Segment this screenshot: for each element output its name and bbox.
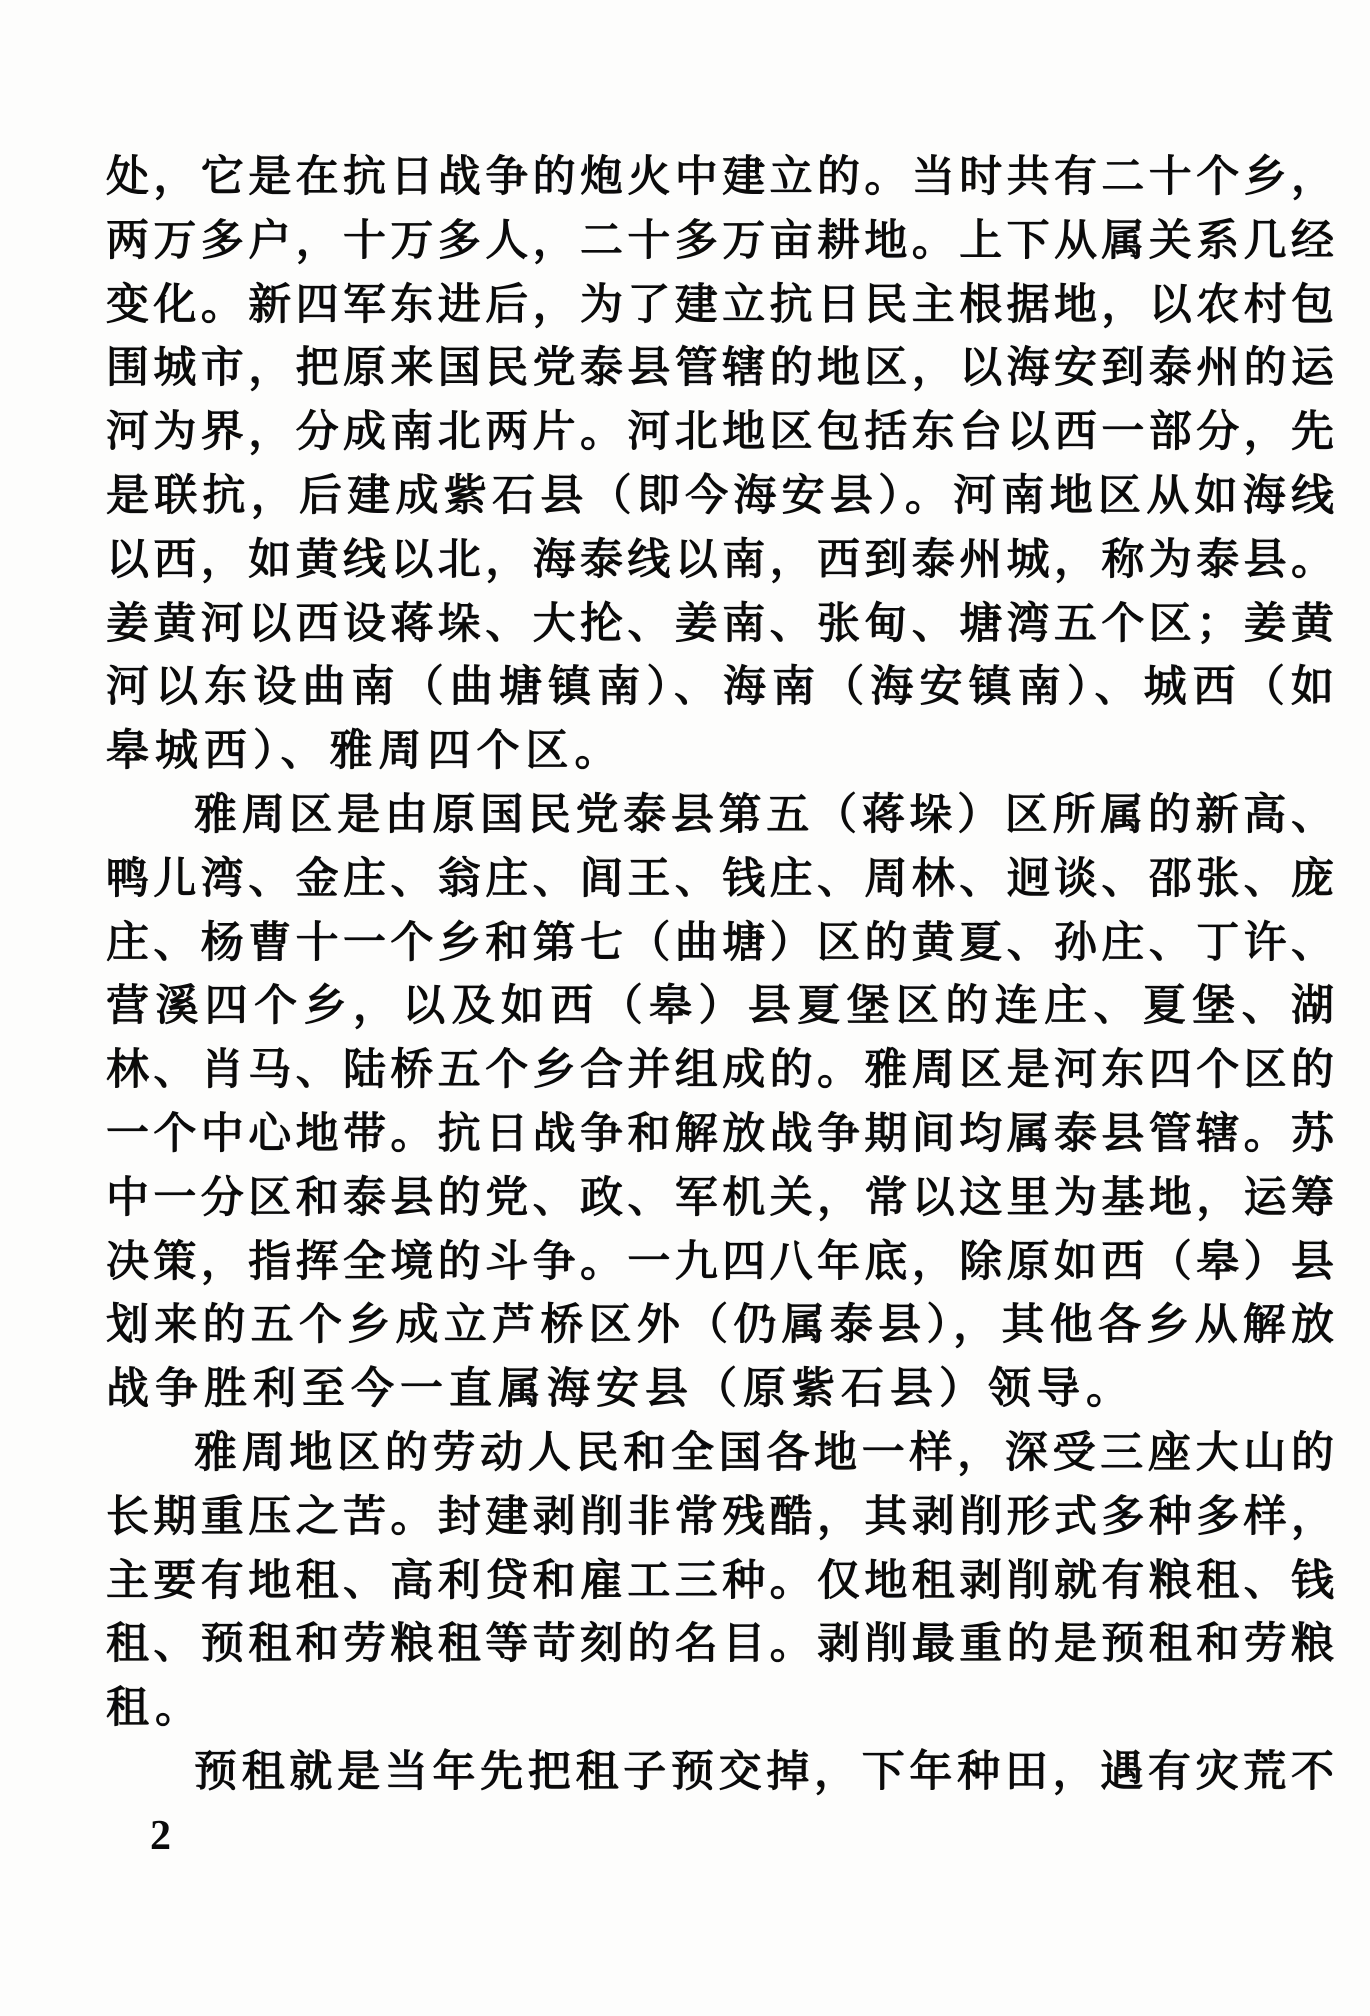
- text-line-6: 是联抗，后建成紫石县（即今海安县）。河南地区从如海线: [106, 472, 1334, 520]
- text-line-17: 中一分区和泰县的党、政、军机关，常以这里为基地，运筹: [106, 1174, 1334, 1222]
- text-line-7: 以西，如黄线以北，海泰线以南，西到泰州城，称为泰县。: [106, 536, 1334, 584]
- text-line-26: 预租就是当年先把租子预交掉，下年种田，遇有灾荒不: [194, 1748, 1334, 1796]
- text-line-4: 围城市，把原来国民党泰县管辖的地区，以海安到泰州的运: [106, 345, 1334, 393]
- text-line-13: 庄、杨曹十一个乡和第七（曲塘）区的黄夏、孙庄、丁许、: [106, 919, 1334, 967]
- body-text-block: [106, 146, 1334, 1805]
- text-line-2: 两万多户，十万多人，二十多万亩耕地。上下从属关系几经: [106, 217, 1334, 265]
- text-line-10: 皋城西）、雅周四个区。: [106, 728, 624, 776]
- text-line-24: 租、预租和劳粮租等苛刻的名目。剥削最重的是预租和劳粮: [106, 1621, 1334, 1669]
- text-line-16: 一个中心地带。抗日战争和解放战争期间均属泰县管辖。苏: [106, 1110, 1334, 1158]
- text-line-25: 租。: [106, 1685, 204, 1733]
- text-line-8: 姜黄河以西设蒋垛、大抡、姜南、张甸、塘湾五个区；姜黄: [106, 600, 1334, 648]
- text-line-22: 长期重压之苦。封建剥削非常残酷，其剥削形式多种多样，: [106, 1493, 1334, 1541]
- text-line-1: 处，它是在抗日战争的炮火中建立的。当时共有二十个乡，: [106, 154, 1334, 201]
- page-number: 2: [150, 1813, 171, 1859]
- text-line-11: 雅周区是由原国民党泰县第五（蒋垛）区所属的新高、: [194, 791, 1334, 839]
- text-line-20: 战争胜利至今一直属海安县（原紫石县）领导。: [106, 1366, 1135, 1414]
- text-line-5: 河为界，分成南北两片。河北地区包括东台以西一部分，先: [106, 409, 1334, 457]
- text-line-18: 决策，指挥全境的斗争。一九四八年底，除原如西（皋）县: [106, 1238, 1334, 1286]
- text-line-9: 河以东设曲南（曲塘镇南）、海南（海安镇南）、城西（如: [106, 664, 1334, 712]
- text-line-12: 鸭儿湾、金庄、翁庄、闾王、钱庄、周林、迥谈、邵张、庞: [106, 855, 1334, 903]
- text-line-23: 主要有地租、高利贷和雇工三种。仅地租剥削就有粮租、钱: [106, 1557, 1334, 1605]
- text-line-19: 划来的五个乡成立芦桥区外（仍属泰县），其他各乡从解放: [106, 1302, 1334, 1350]
- text-line-15: 林、肖马、陆桥五个乡合并组成的。雅周区是河东四个区的: [106, 1047, 1334, 1095]
- text-line-3: 变化。新四军东进后，为了建立抗日民主根据地，以农村包: [106, 281, 1334, 329]
- text-line-21: 雅周地区的劳动人民和全国各地一样，深受三座大山的: [194, 1429, 1334, 1477]
- text-line-14: 营溪四个乡，以及如西（皋）县夏堡区的连庄、夏堡、湖: [106, 983, 1334, 1031]
